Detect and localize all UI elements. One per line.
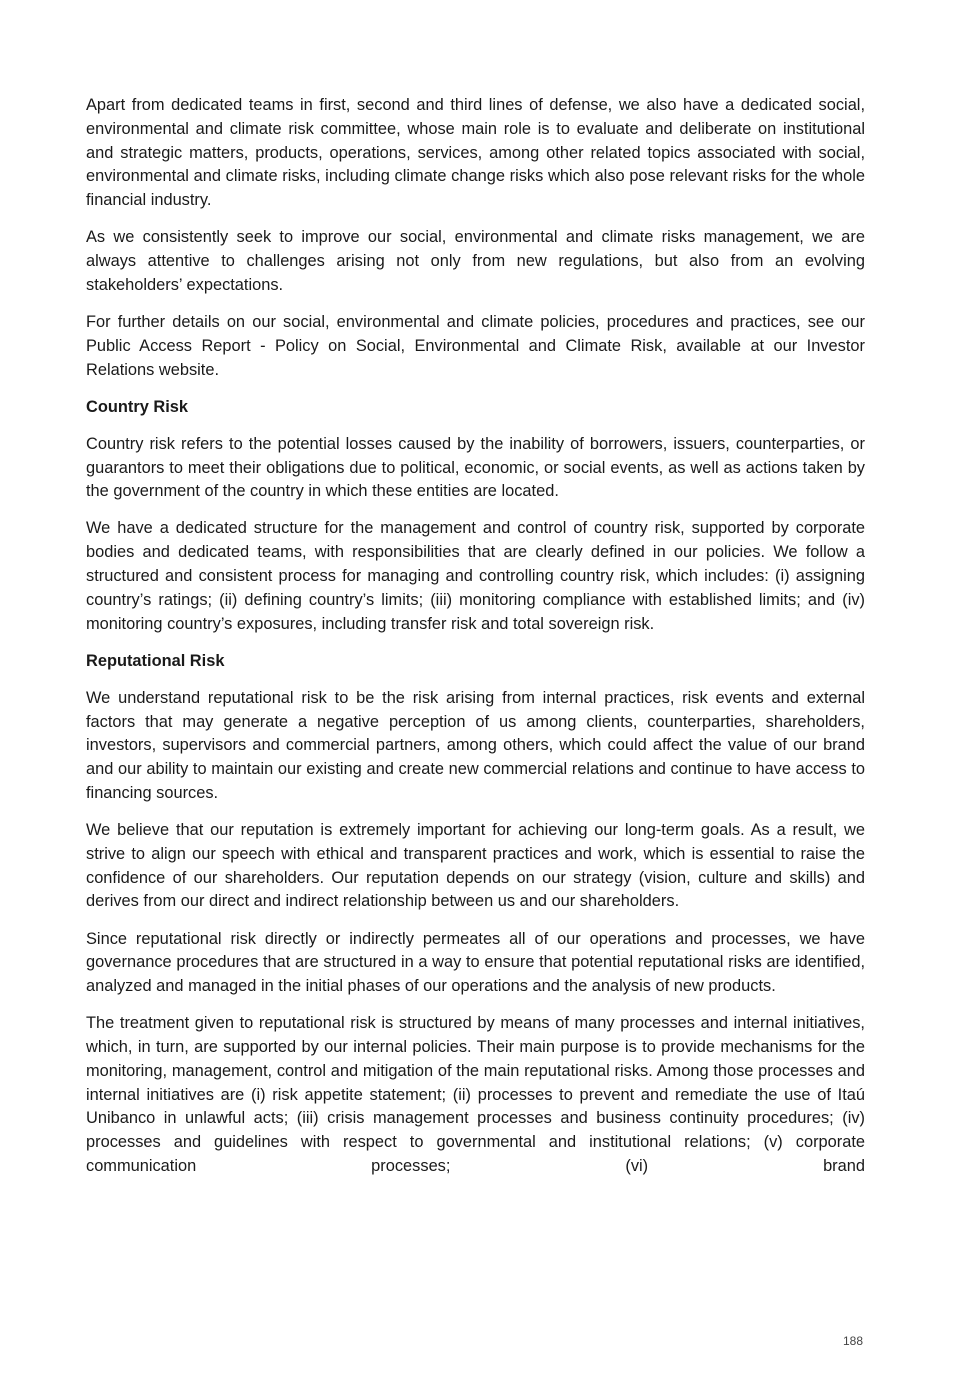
page-number: 188: [842, 1334, 863, 1348]
paragraph-further-details: For further details on our social, environmental and climate policies, procedures and practices, see our Public Access Report - Policy on Social, Environmental and Climate Risk, available at our Investor Relations website.: [86, 312, 865, 379]
body-text: [86, 94, 865, 1192]
paragraph-country-risk-structure: We have a dedicated structure for the management and control of country risk, supported by corporate bodies and dedicated teams, with responsibilities that are clearly defined in our policies. We follow a structured and consistent process for managing and controlling country risk, which includes: (i) assigning country’s ratings; (ii) defining country’s limits; (iii) monitoring compliance with established limits; and (iv) monitoring country’s exposures, including transfer risk and total sovereign risk.: [86, 519, 865, 633]
heading-reputational-risk: Reputational Risk: [86, 651, 225, 670]
paragraph-governance-procedures: Since reputational risk directly or indirectly permeates all of our operations and processes, we have governance procedures that are structured in a way to ensure that potential reputational risks are identified, analyzed and managed in the initial phases of our operations and the analysis of new products.: [86, 929, 865, 996]
paragraph-reputational-risk-definition: We understand reputational risk to be the risk arising from internal practices, risk events and external factors that may generate a negative perception of us among clients, counterparties, shareholders, investors, supervisors and commercial partners, among others, which could affect the value of our brand and our ability to maintain our existing and create new commercial relations and continue to have access to financing sources.: [86, 688, 865, 802]
paragraph-committee: Apart from dedicated teams in first, second and third lines of defense, we also have a dedicated social, environmental and climate risk committee, whose main role is to evaluate and deliberate on institutional and strategic matters, products, operations, services, among other related topics associated with social, environmental and climate risks, including climate change risks which also pose relevant risks for the whole financial industry.: [86, 96, 865, 210]
paragraph-reputation-importance: We believe that our reputation is extremely important for achieving our long-term goals. As a result, we strive to align our speech with ethical and transparent practices and work, which is essential to raise the confidence of our shareholders. Our reputation depends on our strategy (vision, culture and skills) and derives from our direct and indirect relationship between us and our shareholders.: [86, 821, 865, 911]
paragraph-improvement: As we consistently seek to improve our social, environmental and climate risks management, we are always attentive to challenges arising not only from new regulations, but also from an evolving stakeholders’ expectations.: [86, 228, 865, 294]
paragraph-country-risk-definition: Country risk refers to the potential losses caused by the inability of borrowers, issuers, counterparties, or guarantors to meet their obligations due to political, economic, or social events, as well as actions taken by the government of the country in which these entities are located.: [86, 434, 865, 501]
heading-country-risk: Country Risk: [86, 397, 189, 416]
paragraph-treatment: The treatment given to reputational risk is structured by means of many processes and internal initiatives, which, in turn, are supported by our internal policies. Their main purpose is to provide mechanisms for the monitoring, management, control and mitigation of the main reputational risks. Among those processes and internal initiatives are (i) risk appetite statement; (ii) processes to prevent and remediate the use of Itaú Unibanco in unlawful acts; (iii) crisis management processes and business continuity procedures; (iv) processes and guidelines with respect to governmental and institutional relations; (v) corporate communication processes; (vi) brand: [86, 1014, 865, 1176]
